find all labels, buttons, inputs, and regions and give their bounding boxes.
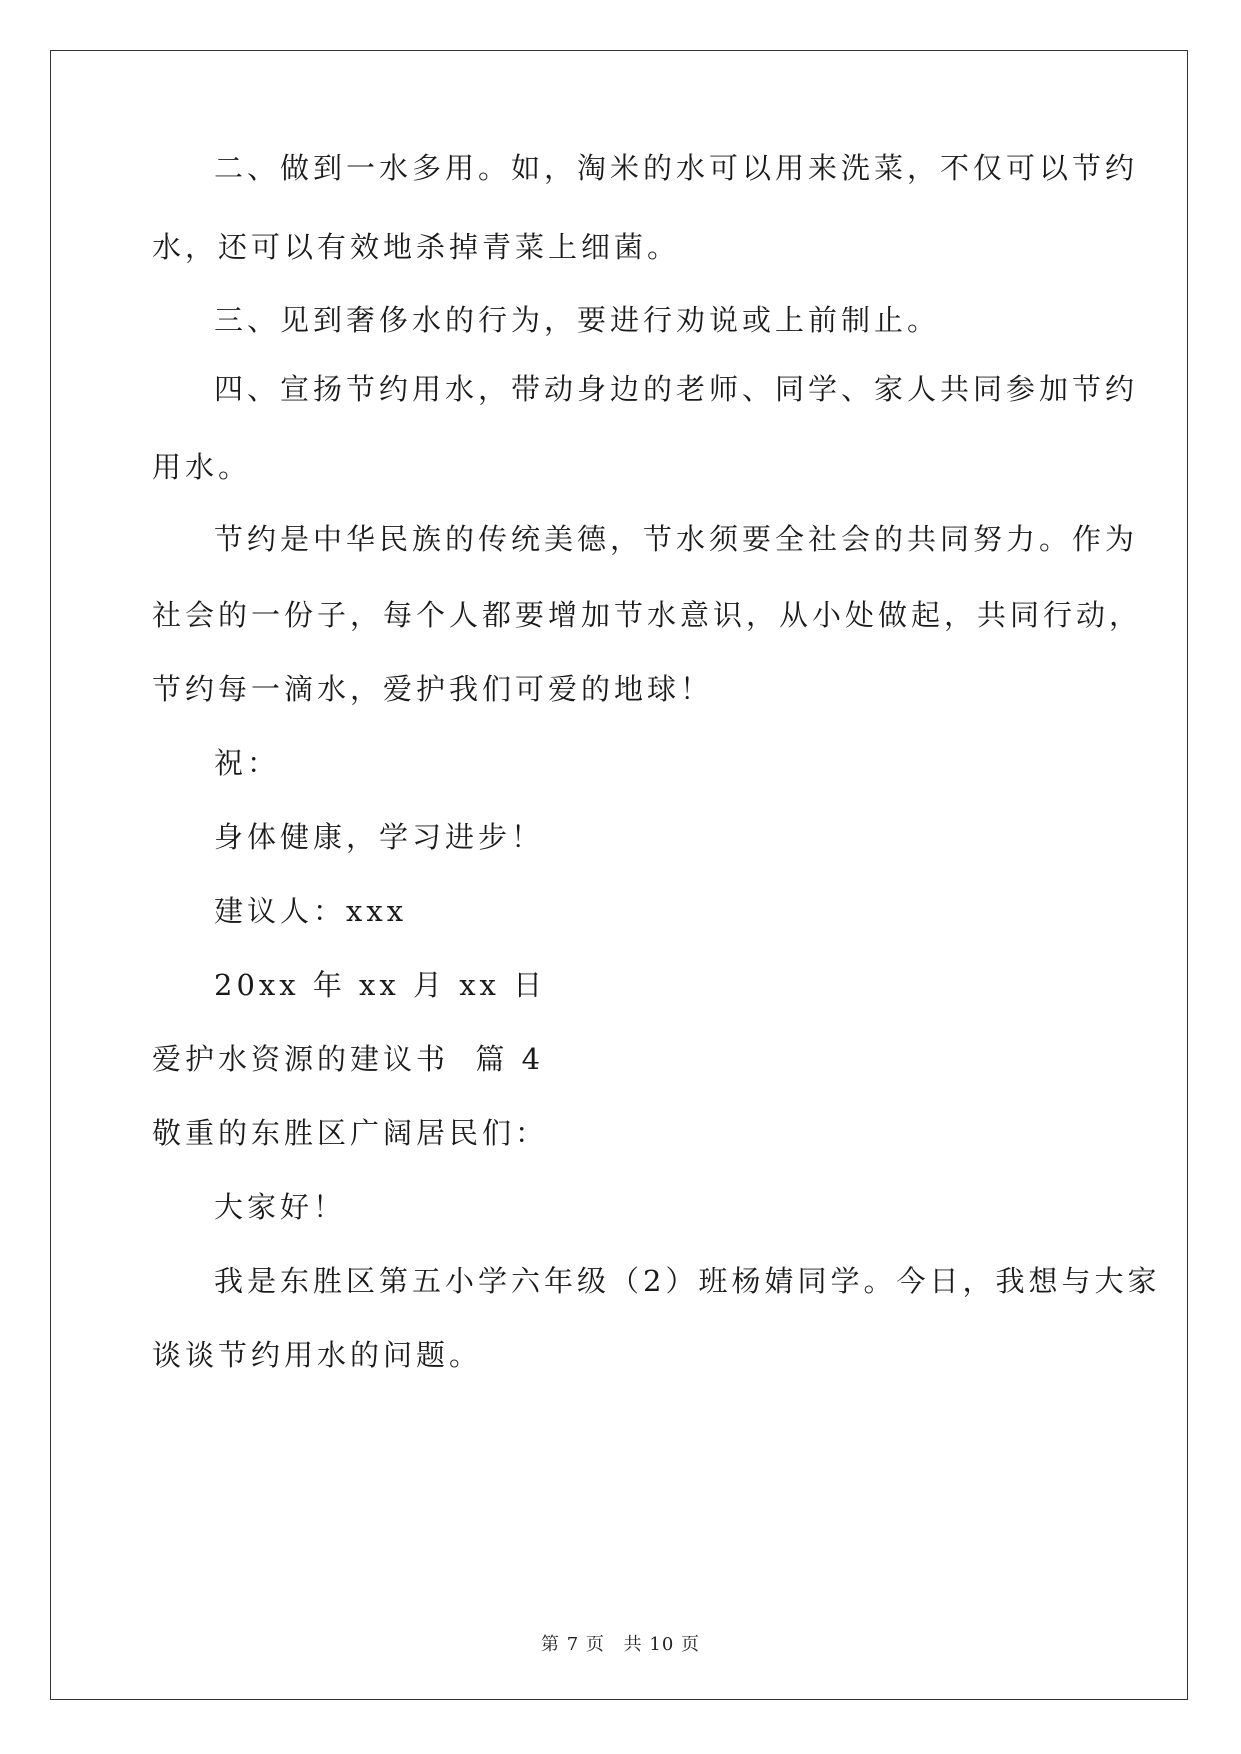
proposer-line: 建议人：xxx: [214, 894, 408, 928]
paragraph-line: 节约是中华民族的传统美德，节水须要全社会的共同努力。作为: [214, 522, 1139, 556]
wish-line: 祝：: [214, 746, 281, 780]
paragraph-line: 谈谈节约用水的问题。: [152, 1338, 483, 1372]
paragraph-line: 水，还可以有效地杀掉青菜上细菌。: [152, 230, 681, 264]
paragraph-line: 社会的一份子，每个人都要增加节水意识，从小处做起，共同行动，: [152, 598, 1143, 632]
page-footer: [0, 1630, 1241, 1656]
greeting: 大家好！: [214, 1190, 347, 1224]
paragraph-line: 我是东胜区第五小学六年级（2）班杨婧同学。今日，我想与大家: [214, 1264, 1161, 1298]
paragraph-line: 四、宣扬节约用水，带动身边的老师、同学、家人共同参加节约: [214, 372, 1139, 406]
paragraph-line: 二、做到一水多用。如，淘米的水可以用来洗菜，不仅可以节约: [214, 151, 1139, 185]
date-line: 20xx 年 xx 月 xx 日: [214, 968, 547, 1002]
paragraph-line: 用水。: [152, 450, 252, 484]
section-title: 爱护水资源的建议书 篇 4: [152, 1042, 545, 1076]
salutation: 敬重的东胜区广阔居民们：: [152, 1116, 549, 1150]
page-number-current: 第 7 页: [541, 1634, 605, 1655]
wish-text: 身体健康，学习进步！: [214, 820, 545, 854]
paragraph-line: 节约每一滴水，爱护我们可爱的地球！: [152, 672, 714, 706]
page-frame: [50, 50, 1188, 1700]
paragraph-line: 三、见到奢侈水的行为，要进行劝说或上前制止。: [214, 303, 941, 337]
page-number-total: 共 10 页: [623, 1634, 700, 1655]
